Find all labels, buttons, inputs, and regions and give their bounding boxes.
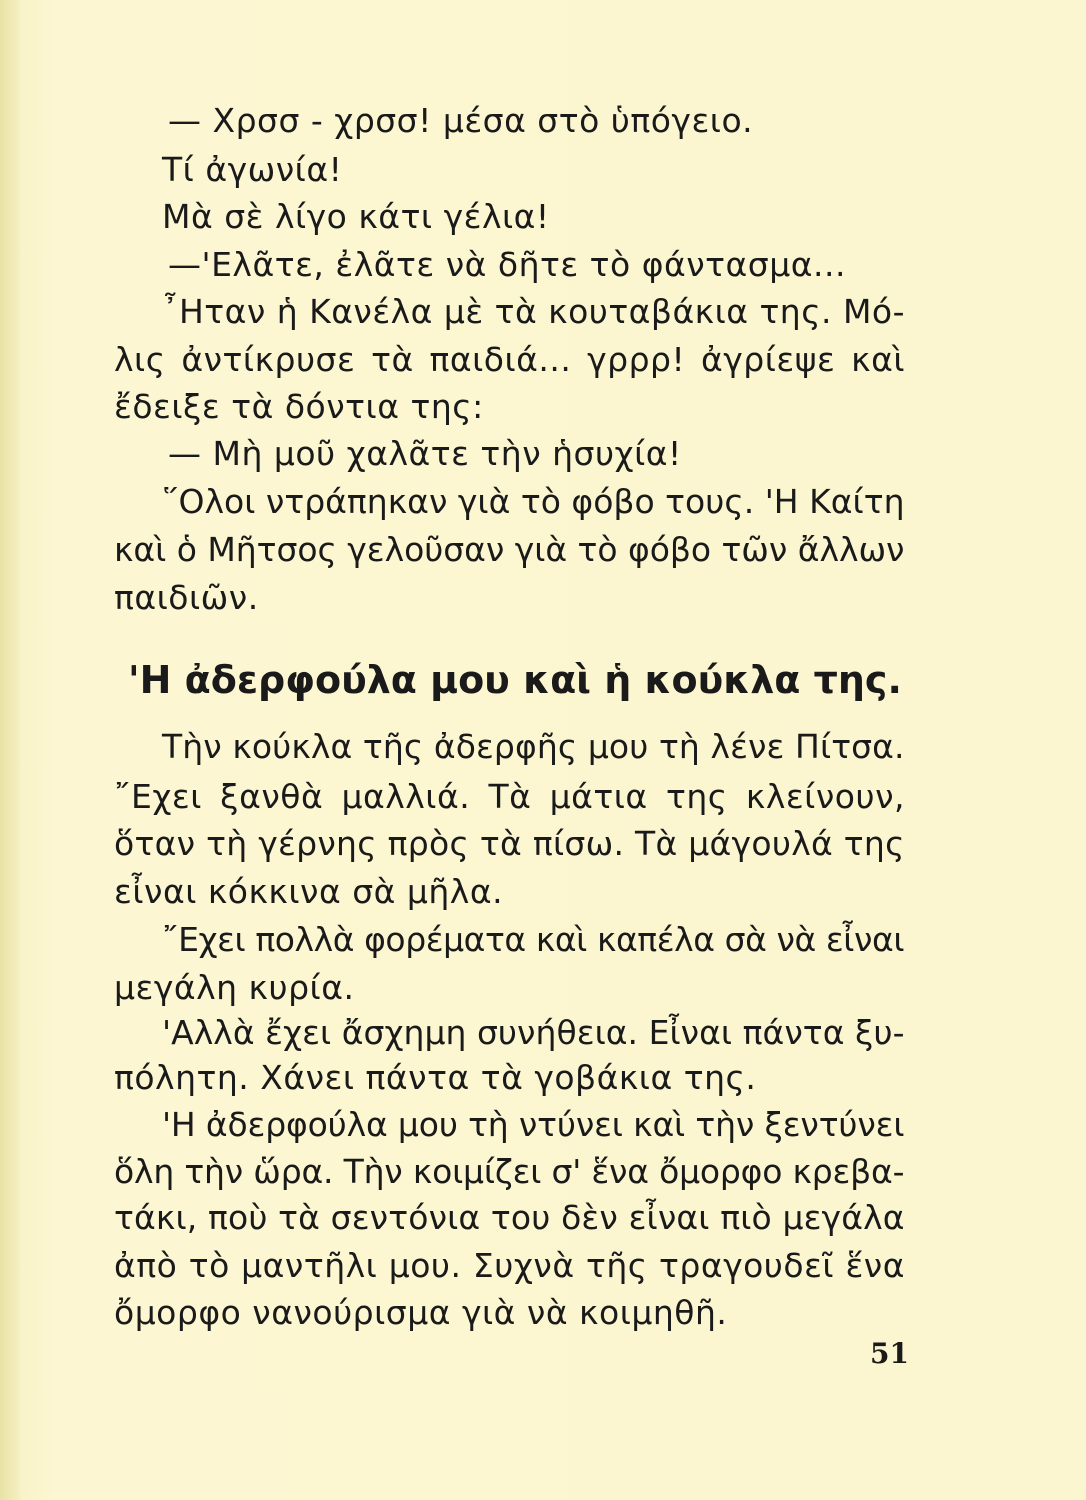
text-line bbox=[0, 872, 1086, 912]
text-line-content: καὶ ὁ Μῆτσος γελοῦσαν γιὰ τὸ φόβο τῶν ἄλλων bbox=[114, 530, 905, 569]
text-line-content: μεγάλη κυρία. bbox=[114, 968, 355, 1007]
text-line-content: ῞Ολοι ντράπηκαν γιὰ τὸ φόβο τους. 'Η Καίτη bbox=[162, 482, 905, 521]
text-line bbox=[0, 727, 1086, 767]
text-line bbox=[0, 1105, 1086, 1145]
text-line-content: 'Η ἀδερφούλα μου τὴ ντύνει καὶ τὴν ξεντύνει bbox=[162, 1105, 905, 1144]
text-line bbox=[0, 777, 1086, 817]
text-line bbox=[0, 434, 1086, 474]
text-line-content: πόλητη. Χάνει πάντα τὰ γοβάκια της. bbox=[114, 1058, 757, 1097]
text-line bbox=[0, 197, 1086, 237]
text-line-content: Μὰ σὲ λίγο κάτι γέλια! bbox=[162, 197, 550, 236]
text-line-content: εἶναι κόκκινα σὰ μῆλα. bbox=[114, 872, 504, 911]
text-line bbox=[0, 482, 1086, 522]
text-line-content: ἀπὸ τὸ μαντῆλι μου. Συχνὰ τῆς τραγουδεῖ ἕνα bbox=[114, 1246, 905, 1285]
text-line-content: ῎Εχει ξανθὰ μαλλιά. Τὰ μάτια της κλείνουν, bbox=[114, 777, 905, 816]
text-line bbox=[0, 1058, 1086, 1098]
text-line bbox=[0, 1198, 1086, 1238]
text-line bbox=[0, 824, 1086, 864]
text-line-content: Τί ἀγωνία! bbox=[162, 150, 343, 189]
text-line-content: παιδιῶν. bbox=[114, 578, 259, 617]
text-line bbox=[0, 530, 1086, 570]
text-line bbox=[0, 150, 1086, 190]
text-line bbox=[0, 387, 1086, 427]
text-line-content: ὄμορφο νανούρισμα γιὰ νὰ κοιμηθῆ. bbox=[114, 1293, 728, 1332]
text-line-content: ῎Εχει πολλὰ φορέματα καὶ καπέλα σὰ νὰ εἶναι bbox=[162, 920, 905, 959]
text-line bbox=[0, 1013, 1086, 1053]
text-line-content: ὅλη τὴν ὥρα. Τὴν κοιμίζει σ' ἕνα ὄμορφο κρεβα- bbox=[114, 1152, 905, 1191]
text-line bbox=[0, 920, 1086, 960]
text-line bbox=[0, 1246, 1086, 1286]
text-line bbox=[0, 292, 1086, 332]
text-line-content: τάκι, ποὺ τὰ σεντόνια του δὲν εἶναι πιὸ μεγάλα bbox=[114, 1198, 905, 1237]
text-line-content: — Μὴ μοῦ χαλᾶτε τὴν ἡσυχία! bbox=[168, 434, 682, 473]
section-heading-text: 'Η ἀδερφούλα μου καὶ ἡ κούκλα της. bbox=[128, 658, 902, 702]
text-line-content: ῏Ηταν ἡ Κανέλα μὲ τὰ κουταβάκια της. Μό- bbox=[162, 292, 905, 331]
text-line bbox=[0, 101, 1086, 141]
text-line-content: —'Ελᾶτε, ἐλᾶτε νὰ δῆτε τὸ φάντασμα... bbox=[168, 245, 846, 284]
page-number: 51 bbox=[870, 1337, 909, 1370]
text-line bbox=[0, 1293, 1086, 1333]
text-line-content: 'Αλλὰ ἔχει ἄσχημη συνήθεια. Εἶναι πάντα ξυ- bbox=[162, 1013, 905, 1052]
text-line-content: ἔδειξε τὰ δόντια της: bbox=[114, 387, 484, 426]
text-line bbox=[0, 1152, 1086, 1192]
text-line bbox=[0, 968, 1086, 1008]
text-line-content: — Χρσσ - χρσσ! μέσα στὸ ὑπόγειο. bbox=[168, 101, 754, 140]
text-line bbox=[0, 245, 1086, 285]
text-line bbox=[0, 340, 1086, 380]
text-line-content: Τὴν κούκλα τῆς ἀδερφῆς μου τὴ λένε Πίτσα. bbox=[162, 727, 905, 766]
text-line-content: ὅταν τὴ γέρνης πρὸς τὰ πίσω. Τὰ μάγουλά της bbox=[114, 824, 905, 863]
section-heading bbox=[0, 657, 1086, 703]
text-line-content: λις ἀντίκρυσε τὰ παιδιά... γρρρ! ἀγρίεψε καὶ bbox=[114, 340, 905, 379]
text-line bbox=[0, 578, 1086, 618]
